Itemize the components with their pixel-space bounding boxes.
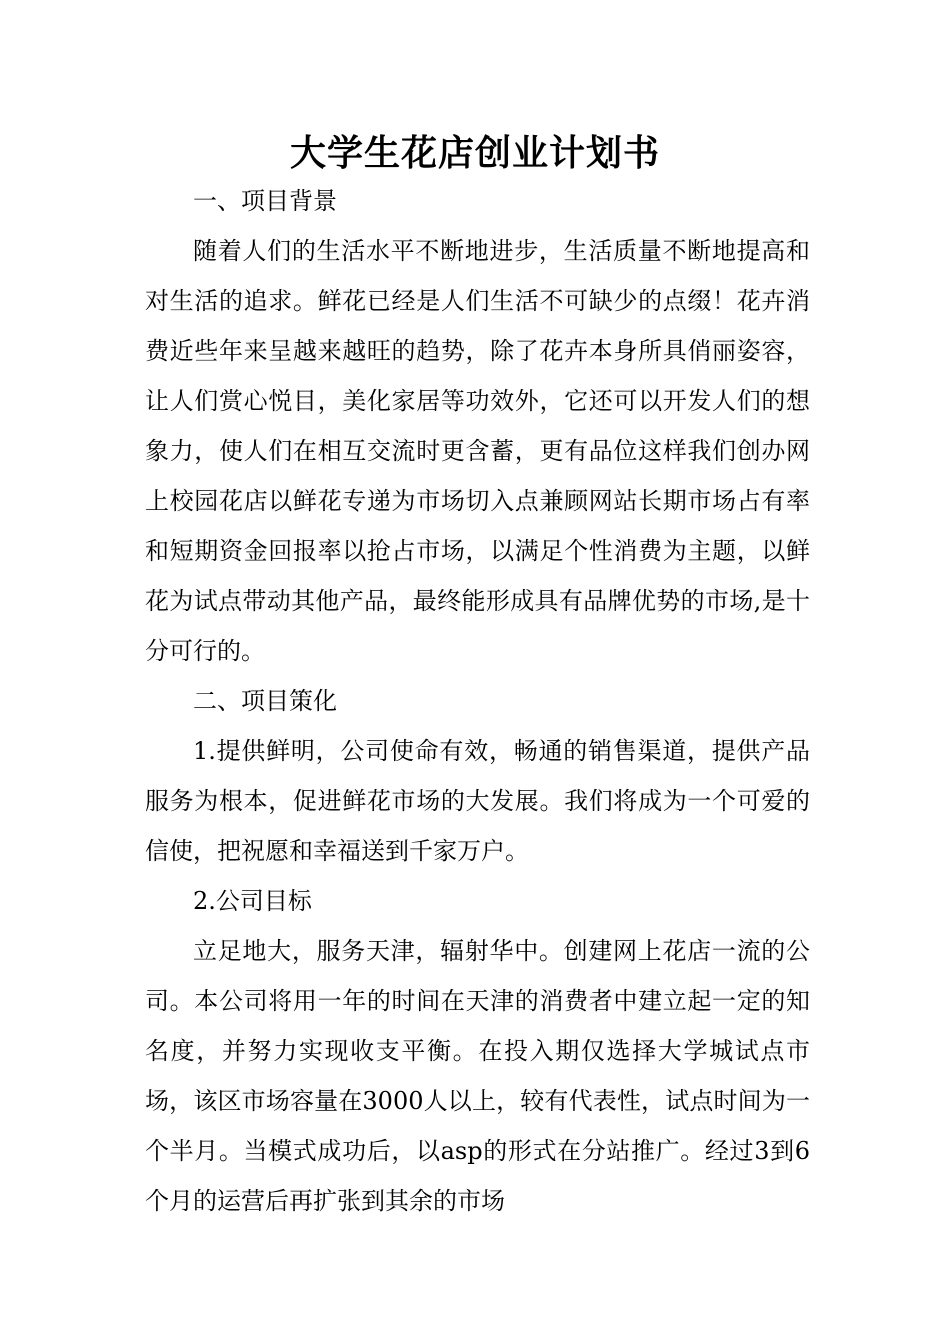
- section-heading-background: 一、项目背景: [193, 187, 337, 215]
- section-heading-planning: 二、项目策化: [193, 687, 337, 715]
- subheading-company-goals: 2.公司目标: [193, 887, 312, 915]
- document-body: [145, 176, 810, 1226]
- paragraph-background: 随着人们的生活水平不断地进步，生活质量不断地提高和对生活的追求。鲜花已经是人们生活不可缺少的点缀！花卉消费近些年来呈越来越旺的趋势，除了花卉本身所具俏丽姿容，让人们赏心悦目，美化家居等功效外，它还可以开发人们的想象力，使人们在相互交流时更含蓄，更有品位这样我们创办网上校园花店以鲜花专递为市场切入点兼顾网站长期市场占有率和短期资金回报率以抢占市场，以满足个性消费为主题，以鲜花为试点带动其他产品，最终能形成具有品牌优势的市场,是十分可行的。: [145, 237, 810, 665]
- paragraph-mission: 1.提供鲜明，公司使命有效，畅通的销售渠道，提供产品服务为根本，促进鲜花市场的大发展。我们将成为一个可爱的信使，把祝愿和幸福送到千家万户。: [145, 737, 810, 865]
- document-title: 大学生花店创业计划书: [289, 132, 660, 174]
- paragraph-goals: 立足地大，服务天津，辐射华中。创建网上花店一流的公司。本公司将用一年的时间在天津的消费者中建立起一定的知名度，并努力实现收支平衡。在投入期仅选择大学城试点市场，该区市场容量在3000人以上，较有代表性，试点时间为一个半月。当模式成功后，以asp的形式在分站推广。经过3到6个月的运营后再扩张到其余的市场: [145, 937, 810, 1215]
